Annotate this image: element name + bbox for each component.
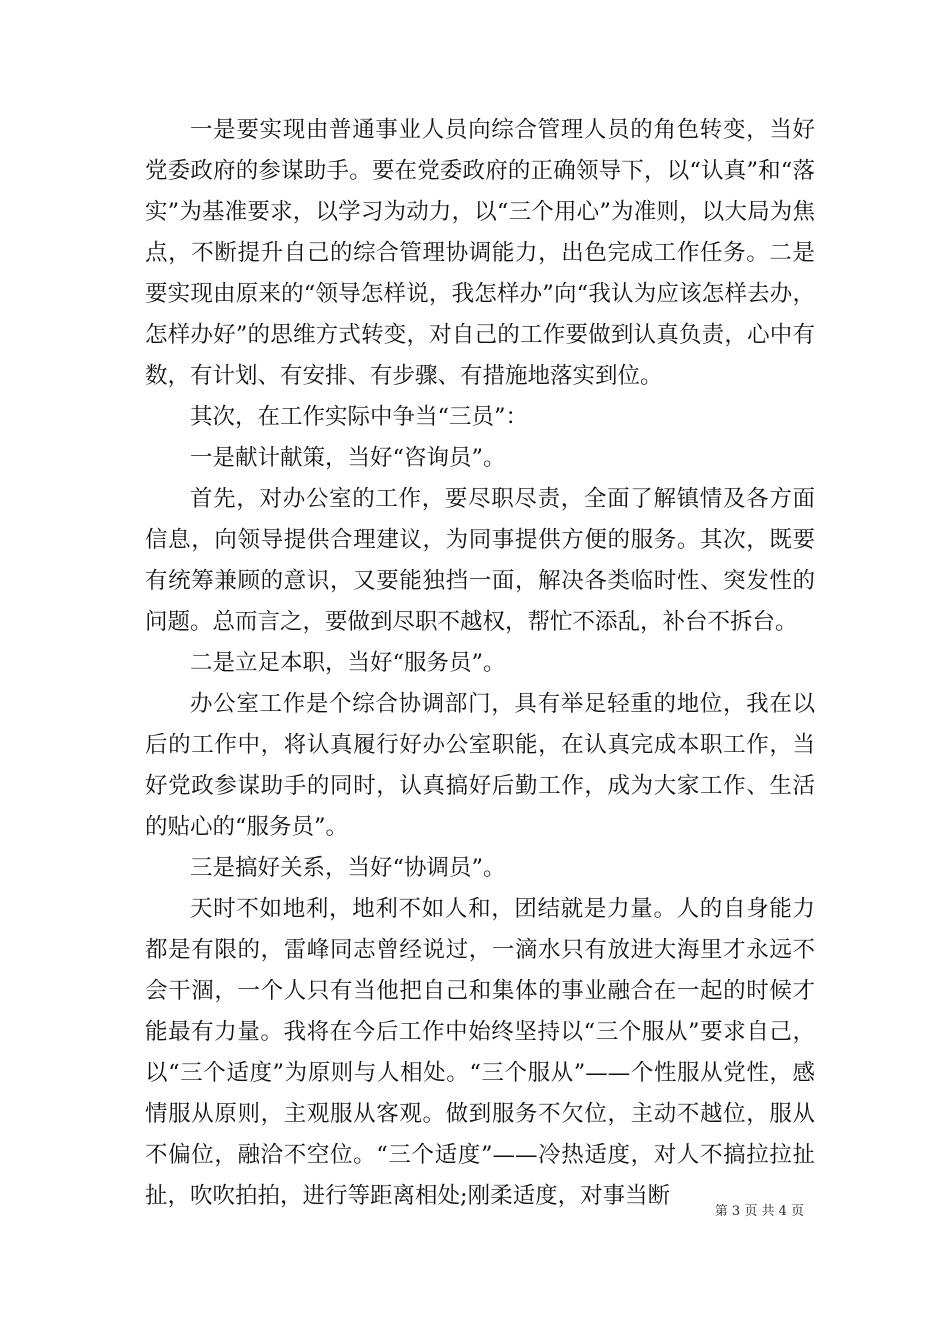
paragraph-consultant-heading: 一是献计献策，当好“咨询员”。 [190,445,506,471]
paragraph-role-transformation: 一是要实现由普通事业人员向综合管理人员的角色转变，当好党委政府的参谋助手。要在党委政府的正确领导下，以“认真”和“落实”为基准要求，以学习为动力，以“三个用心”为准则，以大局为焦点，不断提升自己的综合管理协调能力，出色完成工作任务。二是要实现由原来的“领导怎样说，我怎样办”向“我认为应该怎样去办，怎样办好”的思维方式转变，对自己的工作要做到认真负责，心中有数，有计划、有安排、有步骤、有措施地落实到位。 [145,117,815,389]
paragraph-coordinator-body: 天时不如地利，地利不如人和，团结就是力量。人的自身能力都是有限的，雷峰同志曾经说过，一滴水只有放进大海里才永远不会干涸，一个人只有当他把自己和集体的事业融合在一起的时候才能最有力量。我将在今后工作中始终坚持以“三个服从”要求自己，以“三个适度”为原则与人相处。“三个服从”——个性服从党性，感情服从原则，主观服从客观。做到服务不欠位，主动不越位，服从不偏位，融洽不空位。“三个适度”——冷热适度，对人不搞拉拉扯扯，吹吹拍拍，进行等距离相处;刚柔适度，对事当断 [145,896,815,1209]
paragraph-service-body: 办公室工作是个综合协调部门，具有举足轻重的地位，我在以后的工作中，将认真履行好办公室职能，在认真完成本职工作，当好党政参谋助手的同时，认真搞好后勤工作，成为大家工作、生活的贴心的“服务员”。 [145,691,815,840]
paragraph-coordinator-heading: 三是搞好关系，当好“协调员”。 [190,855,506,881]
paragraph-three-roles-intro: 其次，在工作实际中争当“三员”： [190,404,529,430]
paragraph-service-heading: 二是立足本职，当好“服务员”。 [190,650,506,676]
document-body [145,110,815,1217]
page-number-footer: 第 3 页 共 4 页 [714,1204,804,1219]
paragraph-consultant-body: 首先，对办公室的工作，要尽职尽责，全面了解镇情及各方面信息，向领导提供合理建议，为同事提供方便的服务。其次，既要有统筹兼顾的意识，又要能独挡一面，解决各类临时性、突发性的问题。总而言之，要做到尽职不越权，帮忙不添乱，补台不拆台。 [145,486,815,635]
